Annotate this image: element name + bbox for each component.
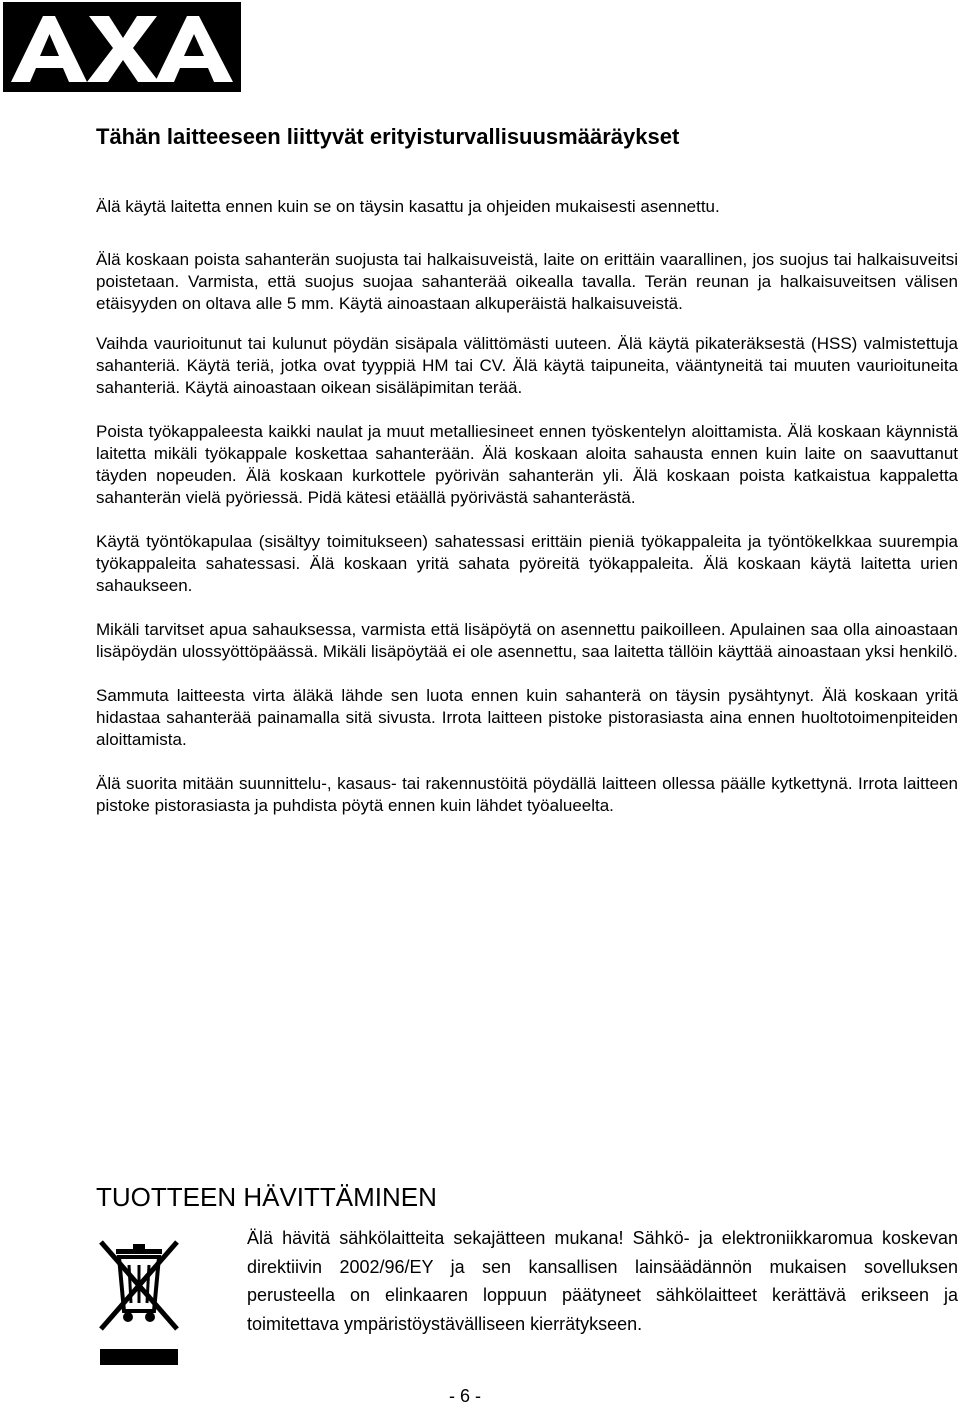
disposal-title: TUOTTEEN HÄVITTÄMINEN [96,1182,437,1212]
safety-paragraph: Sammuta laitteesta virta äläkä lähde sen luota ennen kuin sahanterä on täysin pysähtynyt. Älä koskaan yritä hidastaa sahanterää painamalla sitä sivusta. Irrota laitteen pistoke pistorasiasta aina ennen huoltotoimenpiteiden aloittamista. [96,686,958,749]
page-number: - 6 - [449,1386,482,1406]
safety-paragraph: Älä koskaan poista sahanterän suojusta tai halkaisuveistä, laite on erittäin vaarallinen, jos suojus tai halkaisuveitsi poistetaan. Varmista, että suojus suojaa sahanterää oikealla tavalla. Terän reunan ja halkaisuveitsen välisen etäisyyden on oltava alle 5 mm. Käytä ainoastaan alkuperäistä halkaisuveistä. [96,250,958,313]
axa-logo [3,2,241,92]
disposal-text: Älä hävitä sähkölaitteita sekajätteen mukana! Sähkö- ja elektroniikkaromua koskevan direktiivin 2002/96/EY ja sen kansallisen lainsäädännön mukaisen sovelluksen perusteella on elinkaaren loppuun päätyneet sähkölaitteet kerättävä erikseen ja toimitettava ympäristöystävälliseen kierrätykseen. [247,1228,958,1334]
safety-paragraph: Älä suorita mitään suunnittelu-, kasaus- tai rakennustöitä pöydällä laitteen ollessa päälle kytkettynä. Irrota laitteen pistoke pistorasiasta ja puhdista pöytä ennen kuin lähdet työalueelta. [96,774,958,815]
crossed-out-wheelie-bin-icon [96,1237,182,1367]
safety-instructions [96,196,958,817]
safety-paragraph: Käytä työntökapulaa (sisältyy toimitukseen) sahatessasi erittäin pieniä työkappaleita ja työntökelkkaa suurempia työkappaleita sahatessasi. Älä koskaan yritä sahata pyöreitä työkappaleita. Älä koskaan käytä laitetta urien sahaukseen. [96,532,958,595]
safety-paragraph: Poista työkappaleesta kaikki naulat ja muut metalliesineet ennen työskentelyn aloittamista. Älä koskaan käynnistä laitetta mikäli työkappale koskettaa sahanterään. Älä koskaan aloita sahausta ennen kuin laite on saavuttanut täyden nopeuden. Älä koskaan kurkottele pyörivän sahanterän yli. Älä koskaan poista katkaistua kappaletta sahanterän vielä pyöriessä. Pidä kätesi etäällä pyörivästä sahanterästä. [96,422,958,507]
safety-paragraph: Mikäli tarvitset apua sahauksessa, varmista että lisäpöytä on asennettu paikoilleen. Apulainen saa olla ainoastaan lisäpöydän ulossyöttöpäässä. Mikäli lisäpöytää ei ole asennettu, saa laitetta tällöin käyttää ainoastaan yksi henkilö. [96,620,958,661]
safety-paragraph: Älä käytä laitetta ennen kuin se on täysin kasattu ja ohjeiden mukaisesti asennettu. [96,197,720,216]
axa-logo-letters [3,2,241,92]
safety-title: Tähän laitteeseen liittyvät erityisturvallisuusmääräykset [96,124,680,149]
safety-paragraph: Vaihda vaurioitunut tai kulunut pöydän sisäpala välittömästi uuteen. Älä käytä pikateräksestä (HSS) valmistettuja sahanteriä. Käytä teriä, jotka ovat tyyppiä HM tai CV. Älä käytä taipuneita, vääntyneitä tai muuten vaurioituneita sahanteriä. Käytä ainoastaan oikean sisäläpimitan terää. [96,334,958,397]
